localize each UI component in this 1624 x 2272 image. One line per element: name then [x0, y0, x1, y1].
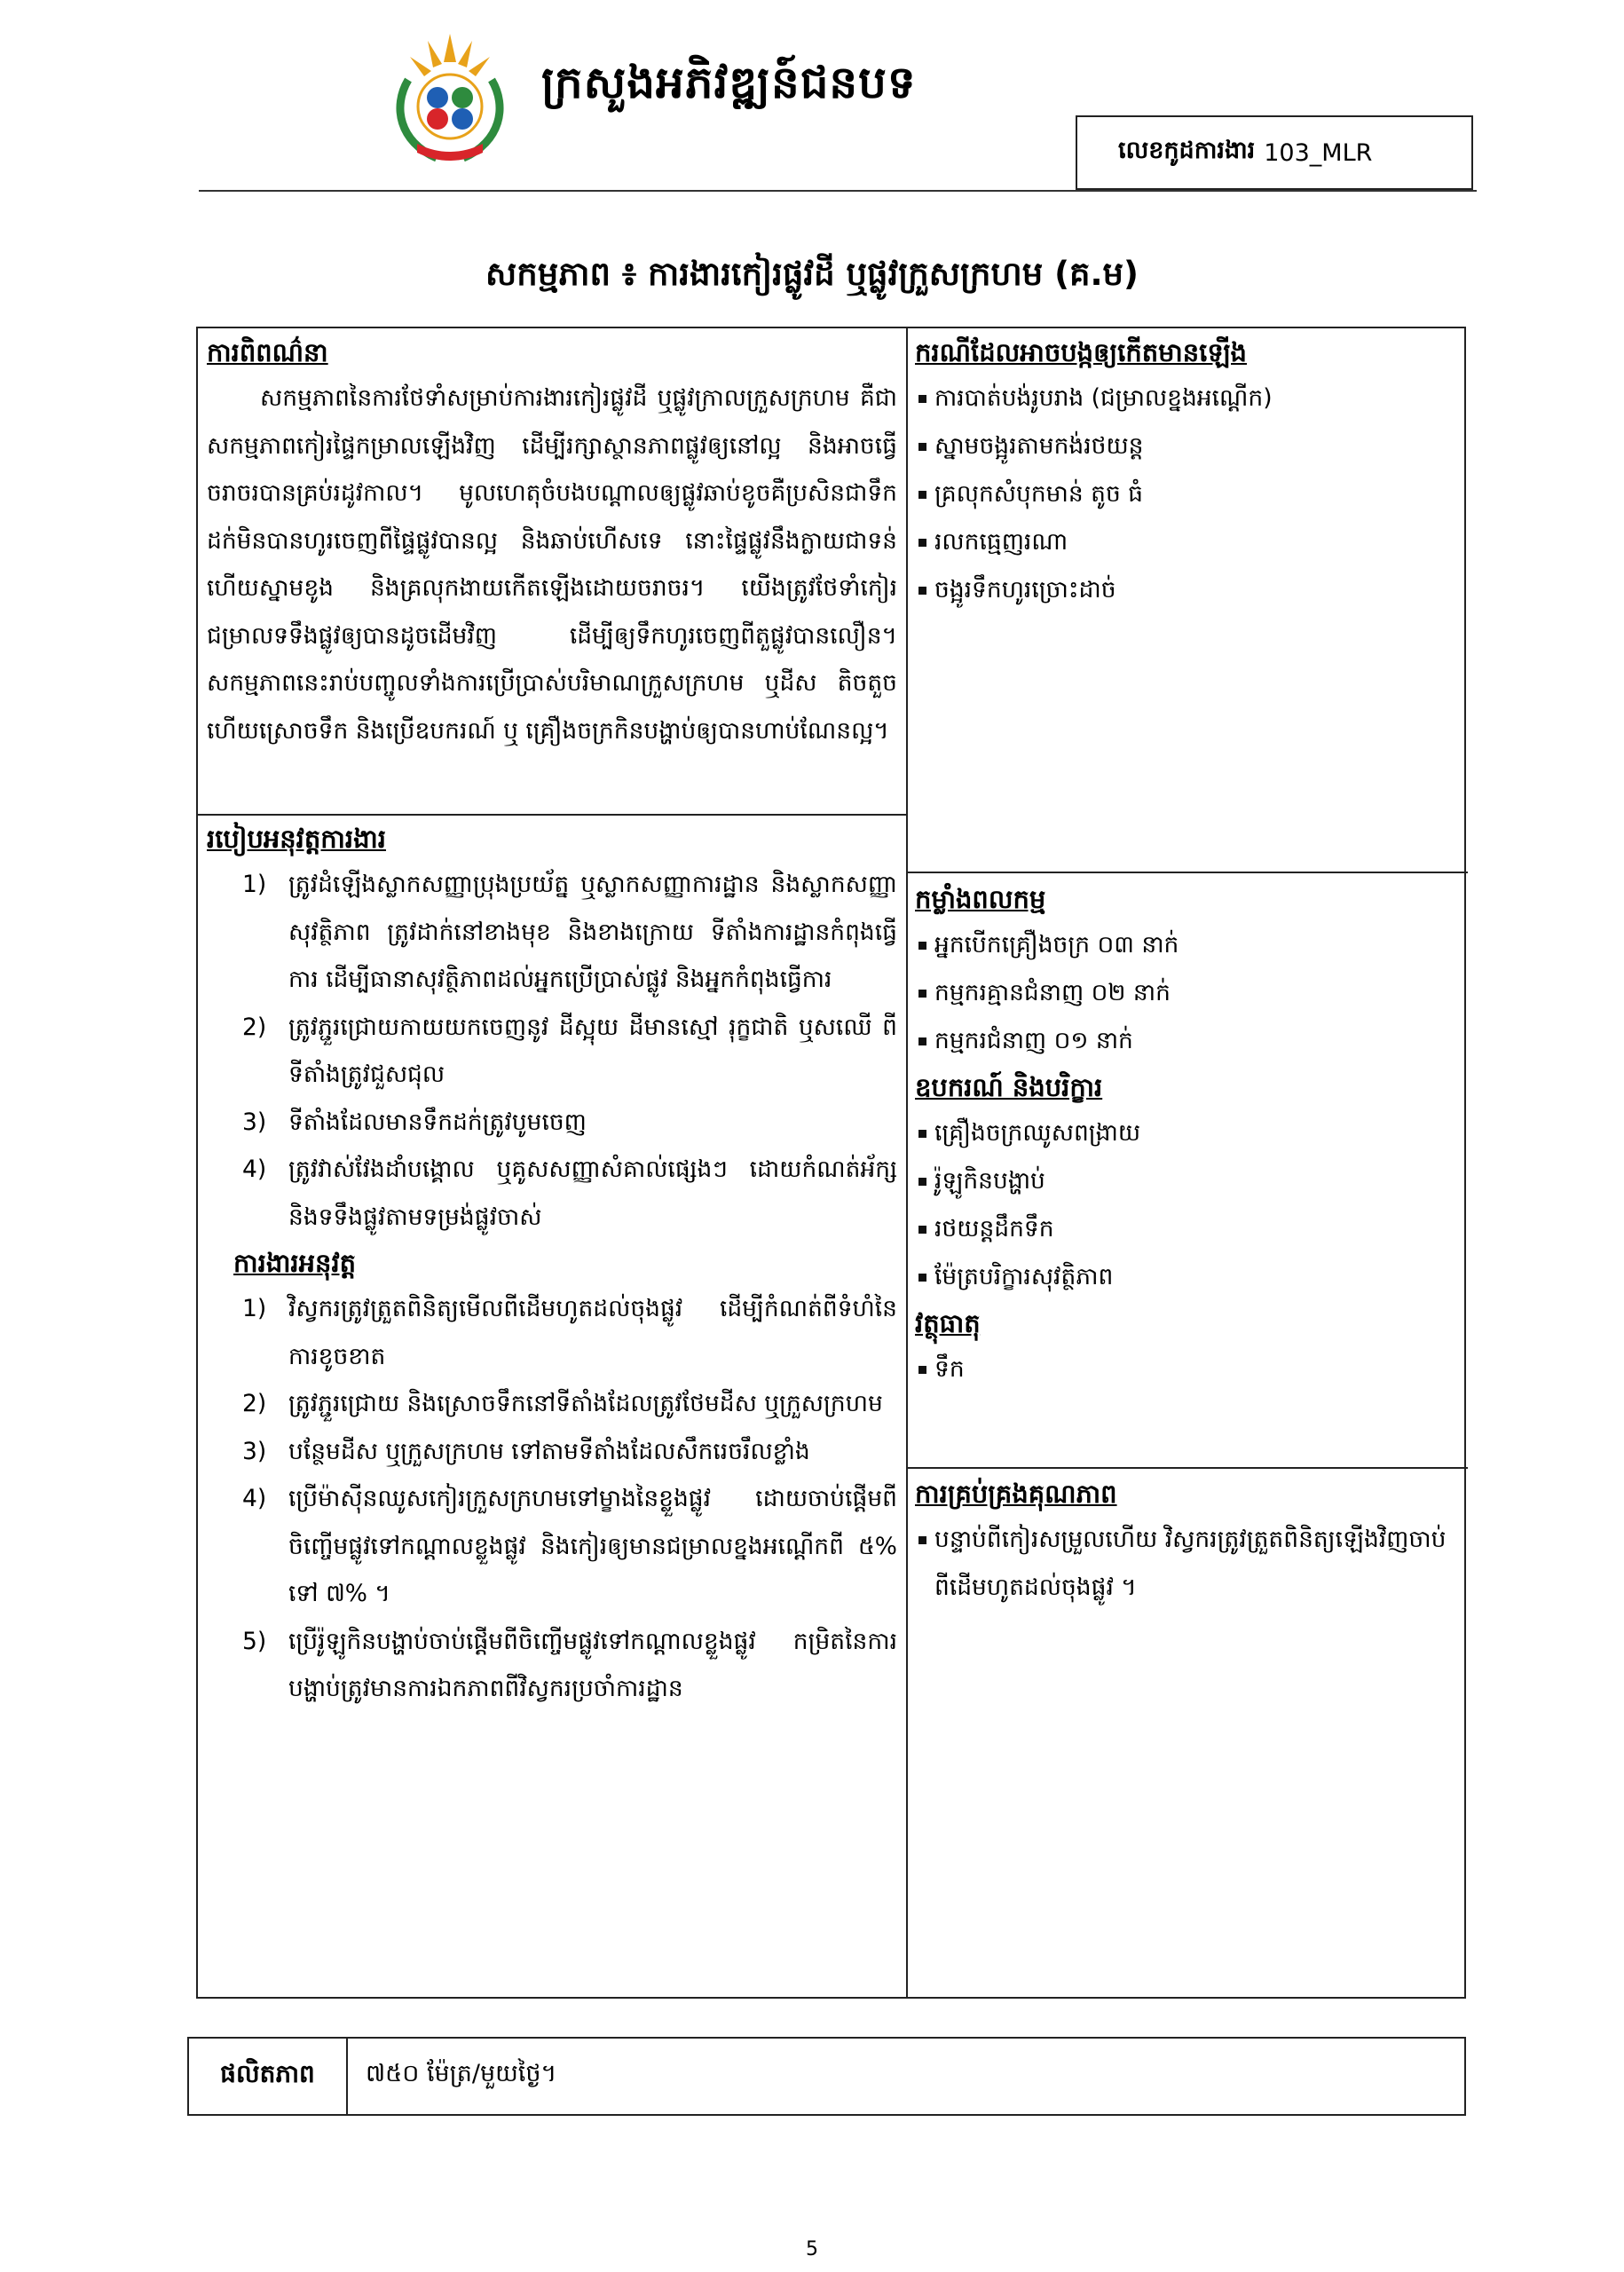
list-item: 4) ប្រើម៉ាស៊ីនឈូសកៀរក្រួសក្រហមទៅម្ខាងនៃខ្លួងផ្លូវ ដោយចាប់ផ្តើមពីចិញ្ចើមផ្លូវទៅកណ្តាលខ្លួងផ្លូវ និងកៀរឲ្យមានជម្រាលខ្នងអណ្តើកពី ៥% ទៅ ៧% ។	[242, 1485, 897, 1607]
quality-list	[915, 1516, 1461, 1612]
list-item: 1) វិស្វករត្រូវត្រួតពិនិត្យមើលពីដើមហូតដល់ចុងផ្លូវ ដើម្បីកំណត់ពីទំហំនៃការខូចខាត	[242, 1295, 897, 1370]
row-divider-right-2	[906, 1467, 1468, 1469]
list-item: 2) ត្រូវភ្ជួរជ្រោយកាយយកចេញនូវ ដីស្អុយ ដីមានស្មៅ រុក្ខជាតិ ឬសឈើ ពីទីតាំងត្រូវជួសជុល	[242, 1013, 897, 1088]
list-item: 3) ទីតាំងដែលមានទឹកដក់ត្រូវបូមចេញ	[242, 1108, 587, 1136]
list-item: 4) ត្រូវវាស់វែងដាំបង្គោល ឬគូសសញ្ញាសំគាល់ផ្សេងៗ ដោយកំណត់អ័ក្ស និងទទឹងផ្លូវតាមទម្រង់ផ្លូវចាស់	[242, 1156, 897, 1231]
list-item: 1) ត្រូវដំឡើងស្លាកសញ្ញាប្រុងប្រយ័ត្ន ឬស្លាកសញ្ញាការដ្ឋាន និងស្លាកសញ្ញាសុវត្ថិភាព ត្រូវដាក់នៅខាងមុខ និងខាងក្រោយ ទីតាំងការដ្ឋានកំពុងធ្វើការ ដើម្បីធានាសុវត្ថិភាពដល់អ្នកប្រើប្រាស់ផ្លូវ និងអ្នកកំពុងធ្វើការ	[242, 871, 897, 993]
task-code-value: 103_MLR	[1264, 138, 1373, 167]
page-number: 5	[806, 2238, 818, 2260]
materials-heading: វត្ថុធាតុ	[915, 1308, 981, 1338]
list-item: រថយន្តដឹកទឹក	[915, 1205, 1461, 1253]
list-item: ម៉ែត្របរិក្ខារសុវត្ថិភាព	[915, 1253, 1461, 1301]
activity-title: សកម្មភាព ៖ ការងារកៀរផ្លូវដី ឬផ្លូវក្រួសក្រហម (គ.ម)	[485, 255, 1139, 293]
workforce-heading: កម្លាំងពលកម្ម	[915, 884, 1046, 914]
description-cell	[207, 330, 897, 754]
header-divider	[199, 190, 1477, 192]
list-item: 2) ត្រូវភ្ជួរជ្រោយ និងស្រោចទឹកនៅទីតាំងដែលត្រូវថែមដីស ឬក្រួសក្រហម	[242, 1390, 883, 1417]
quality-cell	[915, 1471, 1461, 1612]
method-cell	[207, 816, 897, 1713]
productivity-label: ផលិតភាព	[189, 2039, 348, 2114]
ministry-logo	[383, 27, 516, 169]
activity-table	[196, 327, 1466, 1999]
list-item: រលកធ្មេញរណា	[915, 518, 1461, 566]
workforce-list	[915, 921, 1461, 1065]
ministry-name: ក្រសួងអភិវឌ្ឍន៍ជនបទ	[541, 57, 917, 108]
resources-cell	[915, 877, 1461, 1393]
quality-heading: ការគ្រប់គ្រងគុណភាព	[915, 1479, 1117, 1509]
list-item: ការបាត់បង់រូបរាង (ជម្រាលខ្នងអណ្តើក)	[915, 375, 1461, 422]
method-list	[207, 861, 897, 1241]
causes-heading: ករណីដែលអាចបង្កឲ្យកើតមានឡើង	[915, 337, 1247, 367]
list-item: គ្រលុកសំបុកមាន់ តូច ធំ	[915, 470, 1461, 518]
causes-list	[915, 375, 1461, 614]
causes-cell	[915, 330, 1461, 614]
task-code-label: លេខកូដការងារ	[1118, 136, 1256, 164]
equipment-heading: ឧបករណ៍ និងបរិក្ខារ	[915, 1072, 1103, 1102]
task-code-box	[1076, 115, 1473, 190]
list-item: 3) បន្ថែមដីស ឬក្រួសក្រហម ទៅតាមទីតាំងដែលសឹករេចរឹលខ្លាំង	[242, 1437, 810, 1465]
list-item: អ្នកបើកគ្រឿងចក្រ ០៣ នាក់	[915, 921, 1461, 969]
list-item: កម្មករគ្មានជំនាញ ០២ នាក់	[915, 969, 1461, 1017]
list-item: 5) ប្រើរ៉ូឡូកិនបង្ហាប់ចាប់ផ្តើមពីចិញ្ចើមផ្លូវទៅកណ្តាលខ្លួងផ្លូវ កម្រិតនៃការបង្ហាប់ត្រូវមានការឯកភាពពីវិស្វករប្រចាំការដ្ឋាន	[242, 1627, 897, 1702]
execution-heading: ការងារអនុវត្ត	[233, 1248, 357, 1278]
description-text: សកម្មភាពនៃការថែទាំសម្រាប់ការងារកៀរផ្លូវដី ឬផ្លូវក្រាលក្រួសក្រហម គឺជាសកម្មភាពកៀរផ្ទៃកម្រាលឡើងវិញ ដើម្បីរក្សាស្ថានភាពផ្លូវឲ្យនៅល្អ និងអាចធ្វើចរាចរបានគ្រប់រដូវកាល។ មូលហេតុចំបងបណ្តាលឲ្យផ្លូវឆាប់ខូចគឺប្រសិនជាទឹកដក់មិនបានហូរចេញពីផ្ទៃផ្លូវបានល្អ និងឆាប់ហើសទេ នោះផ្ទៃផ្លូវនឹងក្លាយជាទន់ ហើយស្នាមខូង និងគ្រលុកងាយកើតឡើងដោយចរាចរ។ យើងត្រូវថែទាំកៀរជម្រាលទទឹងផ្លូវឲ្យបានដូចដើមវិញ ដើម្បីឲ្យទឹកហូរចេញពីតួផ្លូវបានលឿន។សកម្មភាពនេះរាប់បញ្ចូលទាំងការប្រើប្រាស់បរិមាណក្រួសក្រហម ឬដីស តិចតួច ហើយស្រោចទឹក និងប្រើឧបករណ៍ ឬ គ្រឿងចក្រកិនបង្ហាប់ឲ្យបានហាប់ណែនល្អ។	[207, 384, 897, 745]
materials-list	[915, 1345, 1461, 1393]
equipment-list	[915, 1109, 1461, 1301]
list-item: កម្មករជំនាញ ០១ នាក់	[915, 1017, 1461, 1065]
execution-list	[207, 1285, 897, 1713]
list-item: រ៉ូឡូកិនបង្ហាប់	[915, 1157, 1461, 1205]
list-item: ចង្អូរទឹកហូរច្រោះដាច់	[915, 566, 1461, 614]
row-divider-left	[198, 814, 906, 816]
productivity-table	[187, 2037, 1466, 2116]
list-item: ស្នាមចង្អូរតាមកង់រថយន្ត	[915, 422, 1461, 470]
list-item: បន្ទាប់ពីកៀរសម្រួលហើយ វិស្វករត្រូវត្រួតពិនិត្យឡើងវិញចាប់ពីដើមហូតដល់ចុងផ្លូវ ។	[915, 1516, 1461, 1612]
description-heading: ការពិពណ៌នា	[207, 337, 328, 367]
method-heading: របៀបអនុវត្តការងារ	[207, 824, 386, 854]
list-item: គ្រឿងចក្រឈូសពង្រាយ	[915, 1109, 1461, 1157]
list-item: ទឹក	[915, 1345, 1461, 1393]
row-divider-right-1	[906, 872, 1468, 873]
column-divider	[906, 328, 908, 1997]
productivity-value: ៧៥០ ម៉ែត្រ/មួយថ្ងៃ។	[366, 2060, 557, 2087]
